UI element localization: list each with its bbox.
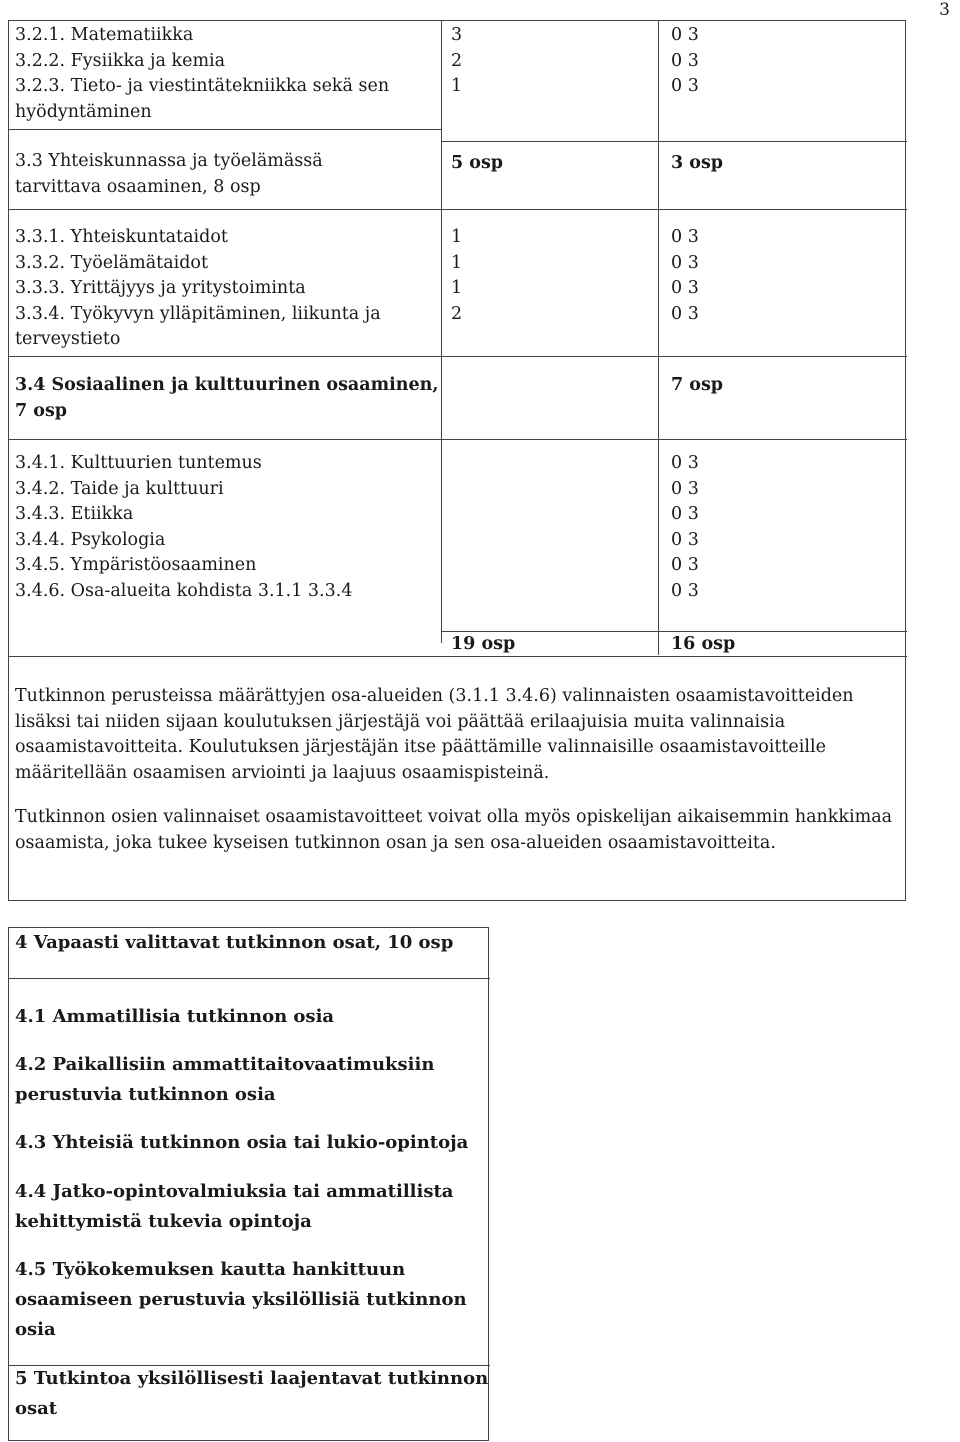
course-name: 3.2.1. Matematiikka bbox=[15, 25, 194, 45]
section-3-3-heading bbox=[15, 149, 323, 200]
column-divider-2 bbox=[658, 21, 659, 655]
course-name: 3.4.2. Taide ja kulttuuri bbox=[15, 478, 224, 499]
course-name: 3.2.2. Fysiikka ja kemia bbox=[15, 50, 226, 71]
range-value: 0 3 bbox=[671, 453, 699, 473]
credit-value: 1 bbox=[451, 252, 463, 273]
row-divider bbox=[9, 356, 907, 357]
block-c-ranges bbox=[671, 451, 699, 604]
row-divider bbox=[9, 978, 490, 979]
section-4-1 bbox=[15, 1002, 334, 1032]
item-line: 4.2 Paikallisiin ammattitaitovaatimuksiin bbox=[15, 1054, 435, 1075]
credit-value: 2 bbox=[451, 50, 463, 71]
section-4-4 bbox=[15, 1177, 453, 1237]
item-line: osia bbox=[15, 1319, 56, 1340]
row-divider bbox=[441, 141, 907, 142]
row-divider bbox=[9, 129, 441, 130]
section-4-heading: 4 Vapaasti valittavat tutkinnon osat, 10 osp bbox=[15, 932, 454, 953]
block-b-names bbox=[15, 225, 381, 353]
study-structure-table bbox=[8, 20, 906, 901]
section-4-table bbox=[8, 927, 489, 1441]
section-5-heading bbox=[15, 1364, 488, 1424]
block-a-names bbox=[15, 23, 389, 125]
section-4-3 bbox=[15, 1128, 468, 1158]
credit-value: 3 bbox=[451, 25, 463, 45]
section-3-4-heading bbox=[15, 373, 438, 424]
block-c-names bbox=[15, 451, 352, 604]
range-value: 0 3 bbox=[671, 76, 699, 96]
item-line: 4.3 Yhteisiä tutkinnon osia tai lukio-opintoja bbox=[15, 1132, 469, 1153]
total-col3: 16 osp bbox=[671, 634, 736, 654]
total-col2: 19 osp bbox=[451, 634, 516, 654]
block-a-credits bbox=[451, 23, 462, 100]
item-line: osaamiseen perustuvia yksilöllisiä tutkinnon bbox=[15, 1289, 467, 1310]
item-line: 4.1 Ammatillisia tutkinnon osia bbox=[15, 1006, 335, 1027]
explanatory-paragraph-2 bbox=[15, 805, 893, 856]
section-4-2 bbox=[15, 1050, 434, 1110]
heading-line: 3.4 Sosiaalinen ja kulttuurinen osaaminen, bbox=[15, 375, 439, 395]
section-3-3-col3: 3 osp bbox=[671, 153, 724, 173]
block-a-ranges bbox=[671, 23, 699, 100]
row-divider bbox=[9, 209, 907, 210]
range-value: 0 3 bbox=[671, 252, 699, 273]
course-name: 3.4.1. Kulttuurien tuntemus bbox=[15, 453, 262, 473]
column-divider-1 bbox=[441, 21, 442, 643]
section-3-3-col2: 5 osp bbox=[451, 153, 504, 173]
credit-value: 1 bbox=[451, 278, 463, 298]
course-name: terveystieto bbox=[15, 329, 121, 349]
paragraph-line: Tutkinnon perusteissa määrättyjen osa-alueiden (3.1.1 3.4.6) valinnaisten osaamistavoitteiden bbox=[15, 686, 854, 706]
range-value: 0 3 bbox=[671, 478, 699, 499]
course-name: 3.3.2. Työelämätaidot bbox=[15, 252, 208, 273]
item-line: kehittymistä tukevia opintoja bbox=[15, 1211, 312, 1232]
row-divider bbox=[9, 439, 907, 440]
item-line: 4.5 Työkokemuksen kautta hankittuun bbox=[15, 1259, 406, 1280]
block-b-credits bbox=[451, 225, 462, 327]
paragraph-line: osaamistavoitteita. Koulutuksen järjestäjän itse päättämille valinnaisille osaamistavoitteille bbox=[15, 737, 826, 757]
section-3-4-col3: 7 osp bbox=[671, 375, 724, 395]
course-name: 3.2.3. Tieto- ja viestintätekniikka sekä sen bbox=[15, 76, 390, 96]
range-value: 0 3 bbox=[671, 25, 699, 45]
block-b-ranges bbox=[671, 225, 699, 327]
item-line: perustuvia tutkinnon osia bbox=[15, 1084, 276, 1105]
range-value: 0 3 bbox=[671, 278, 699, 298]
heading-line: 3.3 Yhteiskunnassa ja työelämässä bbox=[15, 151, 323, 171]
range-value: 0 3 bbox=[671, 555, 699, 575]
course-name: 3.3.1. Yhteiskuntataidot bbox=[15, 227, 228, 247]
range-value: 0 3 bbox=[671, 504, 699, 524]
course-name: 3.3.4. Työkyvyn ylläpitäminen, liikunta ja bbox=[15, 303, 381, 324]
credit-value: 1 bbox=[451, 227, 463, 247]
explanatory-paragraph-1 bbox=[15, 684, 885, 786]
heading-line: 7 osp bbox=[15, 400, 68, 421]
item-line: 4.4 Jatko-opintovalmiuksia tai ammatillista bbox=[15, 1181, 454, 1202]
range-value: 0 3 bbox=[671, 580, 699, 601]
credit-value: 1 bbox=[451, 76, 463, 96]
section-4-5 bbox=[15, 1255, 467, 1345]
paragraph-line: osaamista, joka tukee kyseisen tutkinnon osan ja sen osa-alueiden osaamistavoitteita. bbox=[15, 832, 776, 853]
paragraph-line: Tutkinnon osien valinnaiset osaamistavoitteet voivat olla myös opiskelijan aikaisemmin hankkimaa bbox=[15, 807, 893, 827]
heading-line: tarvittava osaaminen, 8 osp bbox=[15, 176, 261, 197]
course-name: 3.4.5. Ympäristöosaaminen bbox=[15, 555, 257, 575]
course-name: 3.3.3. Yrittäjyys ja yritystoiminta bbox=[15, 278, 306, 298]
range-value: 0 3 bbox=[671, 50, 699, 71]
paragraph-line: lisäksi tai niiden sijaan koulutuksen järjestäjä voi päättää erilaajuisia muita valinnaisia bbox=[15, 711, 786, 732]
paragraph-line: määritellään osaamisen arviointi ja laajuus osaamispisteinä. bbox=[15, 762, 550, 783]
page-number: 3 bbox=[939, 0, 950, 20]
course-name: hyödyntäminen bbox=[15, 101, 152, 122]
credit-value: 2 bbox=[451, 303, 463, 324]
item-line: 5 Tutkintoa yksilöllisesti laajentavat tutkinnon bbox=[15, 1368, 489, 1389]
course-name: 3.4.6. Osa-alueita kohdista 3.1.1 3.3.4 bbox=[15, 580, 353, 601]
course-name: 3.4.4. Psykologia bbox=[15, 529, 166, 550]
range-value: 0 3 bbox=[671, 303, 699, 324]
item-line: osat bbox=[15, 1398, 58, 1419]
range-value: 0 3 bbox=[671, 529, 699, 550]
range-value: 0 3 bbox=[671, 227, 699, 247]
course-name: 3.4.3. Etiikka bbox=[15, 504, 134, 524]
